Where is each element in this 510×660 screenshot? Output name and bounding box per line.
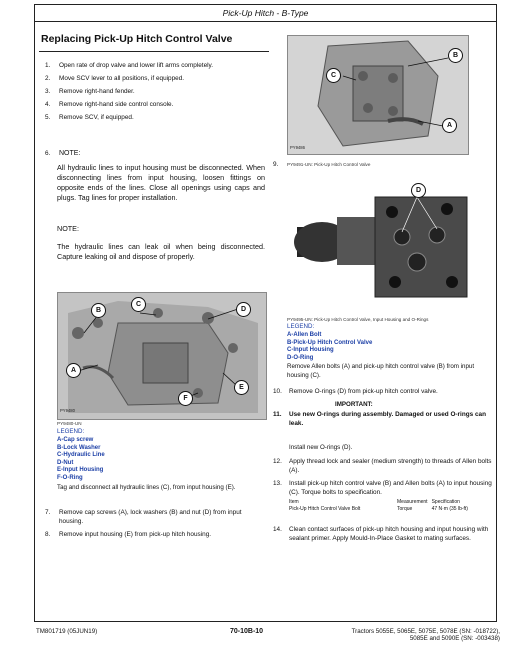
control-valve-orings-figure — [287, 177, 477, 312]
legend-item: D-O-Ring — [287, 354, 314, 361]
callout-e: E — [234, 380, 249, 395]
footer-models: Tractors 5055E, 5065E, 5075E, 5078E (SN: -018722), 5085E and 5090E (SN: -003438) — [351, 628, 500, 642]
legend-item: D-Nut — [57, 459, 74, 466]
footer-doc-id: TM801719 (05JUN19) — [36, 628, 98, 635]
legend-item: E-Input Housing — [57, 467, 104, 474]
spec-cell: Torque — [397, 506, 413, 512]
step-7: 7. Remove cap screws (A), lock washers (B) and nut (D) from input housing. — [45, 509, 242, 525]
legend-list — [287, 332, 487, 362]
step-5: 5. Remove SCV, if equipped. — [45, 114, 134, 121]
figure-id: PY9480 — [60, 408, 75, 413]
callout-b: B — [91, 303, 106, 318]
note-label-2: NOTE: — [57, 224, 79, 233]
important-label: IMPORTANT: — [335, 401, 373, 408]
callout-c: C — [131, 297, 146, 312]
step-1: 1. Open rate of drop valve and lower lift arms completely. — [45, 62, 214, 69]
figure-caption: PY9495-UN: Pick-Up Hitch Control Valve, Input Housing and O-Rings — [287, 317, 429, 322]
legend-title: LEGEND: — [287, 323, 315, 330]
callout-b: B — [448, 48, 463, 63]
note-text-2: The hydraulic lines can leak oil when being disconnected. Capture leaking oil and dispose of properly. — [57, 242, 265, 261]
step-12: 12. Apply thread lock and sealer (medium strength) to threads of Allen bolts (A). — [273, 458, 492, 474]
step-10: 10. Remove O-rings (D) from pick-up hitch control valve. — [273, 388, 438, 395]
spec-cell: 47 N·m (35 lb-ft) — [431, 506, 468, 512]
control-valve-figure — [287, 35, 469, 155]
step-4: 4. Remove right-hand side control console. — [45, 101, 174, 108]
section-title: Replacing Pick-Up Hitch Control Valve — [41, 33, 233, 45]
legend-item: F-O-Ring — [57, 474, 83, 481]
spec-header: Item — [289, 499, 299, 505]
step-9: 9. PY9491-UN: Pick-Up Hitch Control Valve — [273, 161, 371, 168]
spec-header: Specification — [431, 499, 460, 505]
footer-page-number: 70-10B-10 — [230, 628, 264, 635]
legend-list — [57, 437, 257, 483]
page-frame: Pick-Up Hitch - B-Type Replacing Pick-Up Hitch Control Valve 1. Open rate of drop valve and lower lift arms completely. 2. Move SCV lever to all positions, if equipped. 3. Remove right-hand fender. 4. Remove right-hand side control console. 5. Remove SCV, if equipped. 6. NOTE: All hydraulic lines to input housing must be disconnected. When disconnecting lines from input housing, loosen fittings on opposite ends of the lines. Close all openings using caps and plugs. Tag lines for proper installation. NOTE: The hydraulic lines can leak oil when being disconnected. Capture leaking oil and dispose of properly. B C D A E F PY9480 PY9480-UN LEGEND: A-Cap screw B-Lock Washer C-Hydraulic Line D-Nut E-Input Housing F-O-Ring Tag and disconnect all hydraulic lines (C), from input housing (E). 7. Remove cap screws (A), lock washers (B) and nut (D) from input housing. 8. Remove input housing (E) from pick-up hitch housing. C B A PY9486 9. PY9491-UN: Pick-Up Hitch Control Valve D PY9495-UN: Pick-Up Hitch Control Valve, Input Housing and O-Rings LEGEND: A-Allen Bolt B-Pick-Up Hitch Control Valve C-Input Housing D-O-Ring Remove Allen bolts (A) and pick-up hitch control valve (B) from input housing (C). 10. Remove O-rings (D) from pick-up hitch control valve. IMPORTANT: 11. Use new O-rings during assembly. Damaged or used O-rings can leak. Install new O-rings (D). 12. Apply thread lock and sealer (medium strength) to threads of Allen bolts (A). 13. Install pick-up hitch control valve (B) and Allen bolts (A) to input housing (C). Torque bolts to specification. Item Measurement Specification Pick-Up Hitch Control Valve Bolt Torque 47 N·m (35 lb-ft) 14. Clean contact surfaces of pick-up hitch housing and input housing with sealant primer. Apply Mould-In-Place Gasket to mating surfaces. — [34, 4, 497, 622]
callout-a: A — [66, 363, 81, 378]
remove-text: Remove Allen bolts (A) and pick-up hitch control valve (B) from input housing (C). — [287, 363, 475, 379]
figure-id: PY9486 — [290, 145, 305, 150]
spec-row — [289, 506, 472, 513]
step-8: 8. Remove input housing (E) from pick-up hitch housing. — [45, 531, 212, 538]
install-text: Install new O-rings (D). — [289, 444, 353, 451]
step-11: 11. Use new O-rings during assembly. Damaged or used O-rings can leak. — [273, 411, 486, 427]
legend-item: B-Pick-Up Hitch Control Valve — [287, 339, 373, 346]
legend-item: B-Lock Washer — [57, 444, 101, 451]
callout-f: F — [178, 391, 193, 406]
step-3: 3. Remove right-hand fender. — [45, 88, 135, 95]
spec-header: Measurement — [397, 499, 428, 505]
callout-a: A — [442, 118, 457, 133]
callout-d: D — [411, 183, 426, 198]
legend-item: A-Cap screw — [57, 437, 94, 443]
tag-text: Tag and disconnect all hydraulic lines (C), from input housing (E). — [57, 484, 236, 491]
input-housing-figure — [57, 292, 267, 420]
legend-title: LEGEND: — [57, 428, 85, 435]
callout-d: D — [236, 302, 251, 317]
title-rule — [39, 51, 269, 52]
legend-item: C-Hydraulic Line — [57, 452, 105, 459]
spec-cell: Pick-Up Hitch Control Valve Bolt — [289, 506, 361, 512]
spec-table — [289, 499, 472, 513]
callout-c: C — [326, 68, 341, 83]
figure-caption-code: PY9480-UN — [57, 421, 82, 426]
legend-item: A-Allen Bolt — [287, 332, 322, 338]
step-13: 13. Install pick-up hitch control valve (B) and Allen bolts (A) to input housing (C). Torque bolts to specification. — [273, 480, 492, 496]
note-text-1: All hydraulic lines to input housing must be disconnected. When disconnecting lines from input housing, loosen fittings on opposite ends of the lines. Close all openings using caps and plugs. Tag lines for proper installation. — [57, 163, 265, 202]
step-14: 14. Clean contact surfaces of pick-up hitch housing and input housing with sealant primer. Apply Mould-In-Place Gasket to mating surfaces. — [273, 526, 489, 542]
page-header: Pick-Up Hitch - B-Type — [35, 5, 496, 22]
spec-header-row — [289, 499, 472, 506]
legend-item: C-Input Housing — [287, 347, 334, 354]
step-2: 2. Move SCV lever to all positions, if equipped. — [45, 75, 185, 82]
